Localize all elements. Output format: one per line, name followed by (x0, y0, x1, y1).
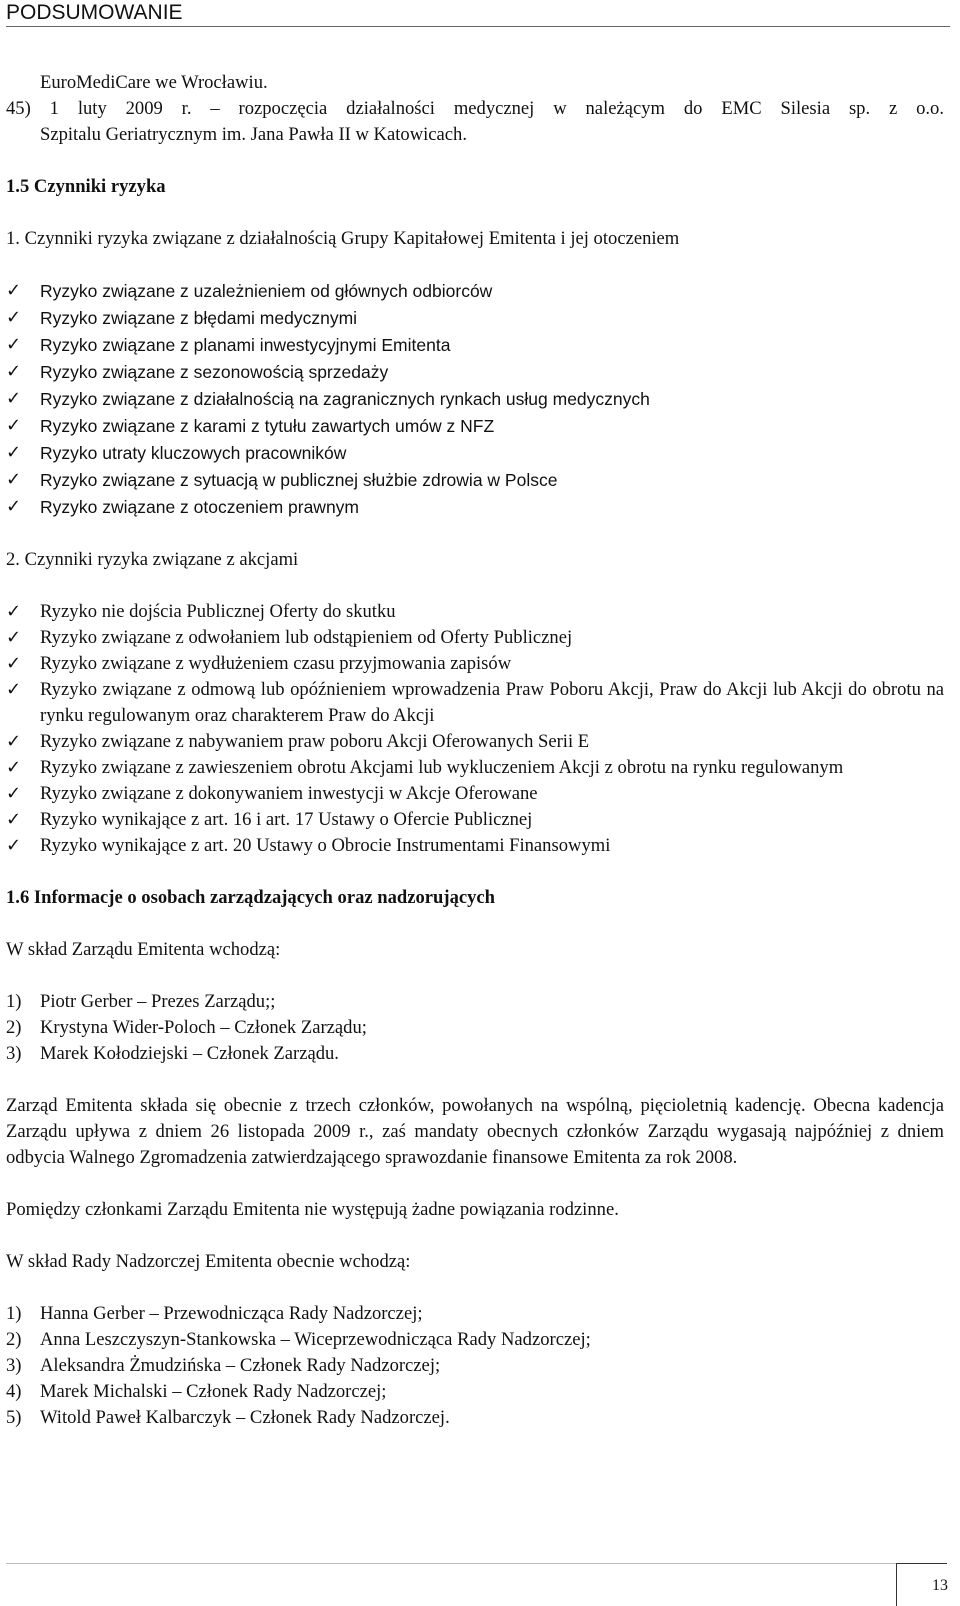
list-item: ✓ Ryzyko nie dojścia Publicznej Oferty do skutku (6, 599, 944, 625)
check-icon: ✓ (6, 809, 22, 830)
header-title: PODSUMOWANIE (6, 1, 183, 24)
intro-line-2: 45) 1 luty 2009 r. – rozpoczęcia działalności medycznej w należącym do EMC Silesia sp. z o.o. (6, 98, 944, 119)
risk-list-group (6, 278, 944, 521)
list-item: 2) Anna Leszczyszyn-Stankowska – Wiceprzewodnicząca Rady Nadzorczej; (6, 1329, 591, 1350)
check-icon: ✓ (6, 469, 22, 490)
list-item: 4) Marek Michalski – Członek Rady Nadzorczej; (6, 1381, 387, 1402)
check-icon: ✓ (6, 601, 22, 622)
intro-line-1: EuroMediCare we Wrocławiu. (40, 72, 268, 93)
list-item: 5) Witold Paweł Kalbarczyk – Członek Rady Nadzorczej. (6, 1407, 450, 1428)
list-item: ✓ Ryzyko związane z błędami medycznymi (6, 305, 944, 332)
list-item: ✓ Ryzyko związane z nabywaniem praw poboru Akcji Oferowanych Serii E (6, 729, 944, 755)
list-item: ✓ Ryzyko związane z karami z tytułu zawartych umów z NFZ (6, 413, 944, 440)
list-item: ✓ Ryzyko związane z odmową lub opóźnieniem wprowadzenia Praw Poboru Akcji, Praw do Akcji lub Akcji do obrotu na rynku regulowanym oraz charakterem Praw do Akcji (6, 679, 944, 726)
check-icon: ✓ (6, 442, 22, 463)
supervisory-board-list (6, 1301, 944, 1431)
list-item: 2) Krystyna Wider-Poloch – Członek Zarządu; (6, 1017, 367, 1038)
page-header (6, 0, 950, 27)
check-icon: ✓ (6, 679, 22, 700)
check-icon: ✓ (6, 783, 22, 804)
list-item: ✓ Ryzyko wynikające z art. 20 Ustawy o Obrocie Instrumentami Finansowymi (6, 833, 944, 859)
section-1-5-title: 1.5 Czynniki ryzyka (6, 176, 166, 197)
check-icon: ✓ (6, 307, 22, 328)
list-item: ✓ Ryzyko związane z planami inwestycyjnymi Emitenta (6, 332, 944, 359)
list-item: ✓ Ryzyko związane z uzależnieniem od głównych odbiorców (6, 278, 944, 305)
check-icon: ✓ (6, 835, 22, 856)
list-item: ✓ Ryzyko związane z odwołaniem lub odstąpieniem od Oferty Publicznej (6, 625, 944, 651)
check-icon: ✓ (6, 361, 22, 382)
check-icon: ✓ (6, 280, 22, 301)
list-item: ✓ Ryzyko wynikające z art. 16 i art. 17 Ustawy o Ofercie Publicznej (6, 807, 944, 833)
risk-list-shares (6, 599, 944, 859)
list-item: ✓ Ryzyko związane z działalnością na zagranicznych rynkach usług medycznych (6, 386, 944, 413)
document-body (6, 70, 944, 1431)
list-item: 1) Piotr Gerber – Prezes Zarządu;; (6, 991, 276, 1012)
check-icon: ✓ (6, 757, 22, 778)
council-intro: W skład Rady Nadzorczej Emitenta obecnie wchodzą: (6, 1251, 411, 1272)
list-item: ✓ Ryzyko związane z sezonowością sprzedaży (6, 359, 944, 386)
section-1-6-title: 1.6 Informacje o osobach zarządzających oraz nadzorujących (6, 887, 496, 908)
list-item: 1) Hanna Gerber – Przewodnicząca Rady Nadzorczej; (6, 1303, 423, 1324)
board-intro: W skład Zarządu Emitenta wchodzą: (6, 939, 281, 960)
list-item: ✓ Ryzyko związane z sytuacją w publicznej służbie zdrowia w Polsce (6, 467, 944, 494)
check-icon: ✓ (6, 496, 22, 517)
check-icon: ✓ (6, 627, 22, 648)
list-item: ✓ Ryzyko utraty kluczowych pracowników (6, 440, 944, 467)
list-item: 3) Marek Kołodziejski – Członek Zarządu. (6, 1043, 339, 1064)
risk-subsection-2-title: 2. Czynniki ryzyka związane z akcjami (6, 549, 299, 570)
list-item: ✓ Ryzyko związane z dokonywaniem inwestycji w Akcje Oferowane (6, 781, 944, 807)
check-icon: ✓ (6, 415, 22, 436)
list-item: ✓ Ryzyko związane z wydłużeniem czasu przyjmowania zapisów (6, 651, 944, 677)
footer-divider (6, 1563, 896, 1564)
list-item: ✓ Ryzyko związane z zawieszeniem obrotu Akcjami lub wykluczeniem Akcji z obrotu na rynku regulowanym (6, 755, 944, 781)
board-list (6, 989, 944, 1067)
list-item: 3) Aleksandra Żmudzińska – Członek Rady Nadzorczej; (6, 1355, 441, 1376)
check-icon: ✓ (6, 388, 22, 409)
intro-line-3: Szpitalu Geriatrycznym im. Jana Pawła II w Katowicach. (40, 124, 467, 145)
page-number: 13 (932, 1577, 948, 1594)
family-ties-paragraph: Pomiędzy członkami Zarządu Emitenta nie występują żadne powiązania rodzinne. (6, 1199, 619, 1220)
check-icon: ✓ (6, 731, 22, 752)
board-term-paragraph: Zarząd Emitenta składa się obecnie z trzech członków, powołanych na wspólną, pięcioletnią kadencję. Obecna kadencja Zarządu upływa z dniem 26 listopada 2009 r., zaś mandaty obecnych członków Zarządu wygasają najpóźniej z dniem odbycia Walnego Zgromadzenia zatwierdzającego sprawozdanie finansowe Emitenta za rok 2008. (6, 1095, 944, 1168)
list-item: ✓ Ryzyko związane z otoczeniem prawnym (6, 494, 944, 521)
check-icon: ✓ (6, 334, 22, 355)
risk-subsection-1-title: 1. Czynniki ryzyka związane z działalnością Grupy Kapitałowej Emitenta i jej otoczeniem (6, 228, 680, 249)
check-icon: ✓ (6, 653, 22, 674)
